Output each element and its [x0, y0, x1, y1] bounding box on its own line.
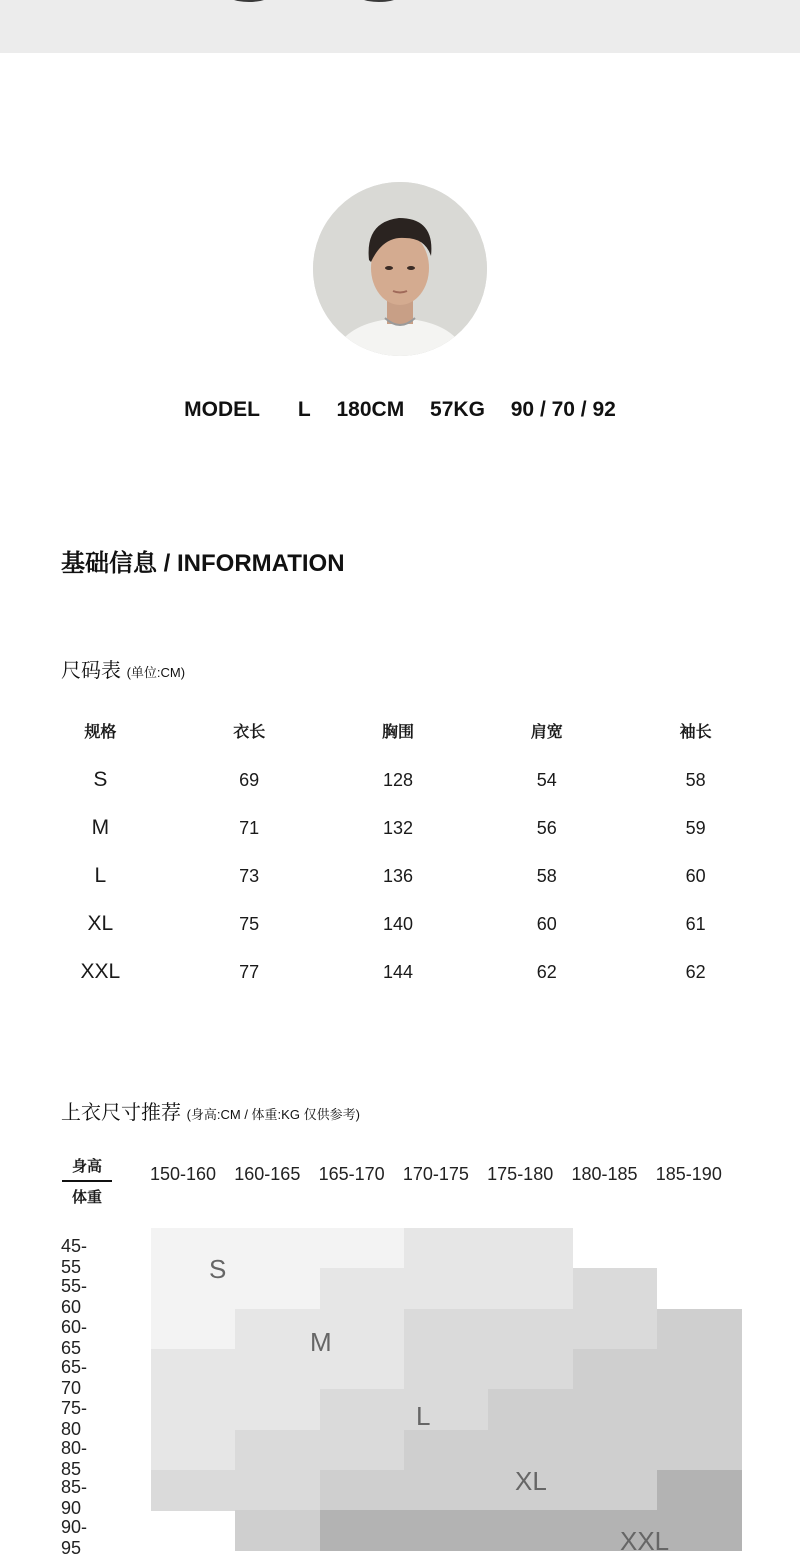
grid-cell-l: [573, 1268, 658, 1309]
grid-cell-xxl: [657, 1510, 742, 1551]
grid-cell-xl: [573, 1430, 658, 1471]
size-chart-header-cell: 衣长: [233, 723, 266, 741]
grid-cell-m: [151, 1349, 236, 1390]
size-chart-cell: 140: [382, 913, 414, 934]
size-chart-cell: 62: [536, 961, 557, 982]
grid-cell-s: [235, 1228, 320, 1269]
size-chart-cell: 60: [536, 913, 557, 934]
height-range-label: 185-190: [655, 1164, 722, 1184]
model-weight: 57KG: [430, 398, 485, 421]
corner-height-label: 身高: [71, 1158, 102, 1175]
size-chart-cell: 58: [685, 769, 706, 790]
weight-range-label: 65-70: [61, 1357, 88, 1398]
size-chart-cell: 71: [239, 817, 260, 838]
grid-cell-l: [151, 1470, 236, 1511]
size-label-s: S: [209, 1254, 227, 1284]
grid-cell-l: [235, 1430, 320, 1471]
grid-cell-s: [151, 1309, 236, 1350]
size-chart-title: 尺码表: [61, 660, 121, 682]
size-chart-cell: XL: [87, 912, 114, 935]
grid-cell-m: [151, 1430, 236, 1471]
weight-range-label: 90-95: [61, 1517, 88, 1558]
corner-weight-label: 体重: [71, 1189, 102, 1206]
size-chart-cell: S: [93, 768, 108, 791]
grid-cell-m: [235, 1309, 320, 1350]
grid-cell-s: [235, 1268, 320, 1309]
size-chart-cell: 75: [239, 913, 260, 934]
weight-range-label: 55-60: [61, 1276, 88, 1317]
size-chart-header-cell: 肩宽: [530, 723, 563, 741]
grid-cell-xxl: [404, 1510, 489, 1551]
grid-cell-l: [488, 1309, 573, 1350]
size-chart-cell: 58: [536, 865, 557, 886]
grid-cell-xl: [573, 1470, 658, 1511]
size-chart-header-cell: 规格: [84, 723, 117, 741]
height-range-label: 150-160: [149, 1164, 217, 1184]
grid-cell-m: [320, 1268, 405, 1309]
size-chart-cell: 128: [382, 769, 414, 790]
weight-range-label: 75-80: [61, 1398, 88, 1439]
size-chart-cell: 54: [536, 769, 557, 790]
grid-cell-xl: [404, 1430, 489, 1471]
grid-cell-l: [404, 1309, 489, 1350]
height-range-label: 175-180: [487, 1164, 554, 1184]
grid-cell-xl: [657, 1349, 742, 1390]
size-chart-header-cell: 袖长: [679, 723, 712, 741]
height-range-label: 165-170: [318, 1164, 385, 1184]
grid-cell-xxl: [488, 1510, 573, 1551]
model-label: MODEL: [184, 398, 260, 421]
model-height: 180CM: [336, 398, 405, 421]
size-chart-cell: 73: [239, 865, 260, 886]
size-chart-cell: 77: [239, 961, 260, 982]
size-label-xxl: XXL: [620, 1526, 670, 1556]
model-size: L: [297, 398, 311, 421]
size-chart-cell: 62: [685, 961, 706, 982]
grid-cell-m: [488, 1268, 573, 1309]
grid-cell-xl: [573, 1349, 658, 1390]
size-chart-cell: M: [91, 816, 110, 839]
model-measurements: 90 / 70 / 92: [510, 398, 616, 421]
height-range-label: 160-165: [234, 1164, 301, 1184]
size-chart-unit: (单位:CM): [126, 665, 186, 680]
grid-cell-xl: [320, 1470, 405, 1511]
size-chart-cell: XXL: [80, 960, 121, 983]
size-label-xl: XL: [515, 1466, 547, 1496]
size-chart-cell: 59: [685, 817, 706, 838]
grid-cell-xl: [488, 1430, 573, 1471]
grid-cell-m: [404, 1268, 489, 1309]
grid-cell-l: [320, 1430, 405, 1471]
grid-cell-l: [573, 1309, 658, 1350]
size-chart-cell: 60: [685, 865, 706, 886]
grid-cell-m: [235, 1349, 320, 1390]
height-range-label: 180-185: [571, 1164, 638, 1184]
information-heading: 基础信息 / INFORMATION: [61, 550, 345, 577]
grid-cell-xl: [573, 1389, 658, 1430]
size-label-m: M: [310, 1327, 332, 1357]
size-chart-cell: 144: [382, 961, 414, 982]
grid-cell-m: [404, 1228, 489, 1269]
grid-cell-m: [488, 1228, 573, 1269]
height-range-label: 170-175: [402, 1164, 469, 1184]
size-chart-cell: 69: [239, 769, 260, 790]
grid-cell-xxl: [320, 1510, 405, 1551]
grid-cell-xl: [657, 1430, 742, 1471]
grid-cell-m: [320, 1349, 405, 1390]
recommendation-title: 上衣尺寸推荐: [61, 1102, 181, 1124]
size-chart-cell: 132: [382, 817, 414, 838]
weight-range-label: 85-90: [61, 1477, 88, 1518]
grid-cell-m: [151, 1389, 236, 1430]
grid-cell-xl: [404, 1470, 489, 1511]
grid-cell-xl: [657, 1309, 742, 1350]
grid-cell-l: [404, 1349, 489, 1390]
grid-cell-m: [320, 1309, 405, 1350]
recommendation-note: (身高:CM / 体重:KG 仅供参考): [186, 1107, 360, 1122]
grid-cell-s: [320, 1228, 405, 1269]
grid-cell-xxl: [657, 1470, 742, 1511]
grid-cell-l: [320, 1389, 405, 1430]
size-chart-header-cell: 胸围: [381, 723, 414, 741]
grid-cell-xl: [235, 1510, 320, 1551]
size-label-l: L: [416, 1401, 431, 1431]
grid-cell-l: [235, 1470, 320, 1511]
grid-cell-l: [488, 1349, 573, 1390]
size-chart-cell: L: [94, 864, 107, 887]
size-chart-cell: 136: [382, 865, 414, 886]
weight-range-label: 60-65: [61, 1317, 88, 1358]
grid-cell-xl: [488, 1389, 573, 1430]
size-chart-cell: 56: [536, 817, 557, 838]
grid-cell-m: [235, 1389, 320, 1430]
weight-range-label: 80-85: [61, 1438, 88, 1479]
grid-cell-xl: [657, 1389, 742, 1430]
weight-range-label: 45-55: [61, 1236, 88, 1277]
size-chart-cell: 61: [685, 913, 706, 934]
